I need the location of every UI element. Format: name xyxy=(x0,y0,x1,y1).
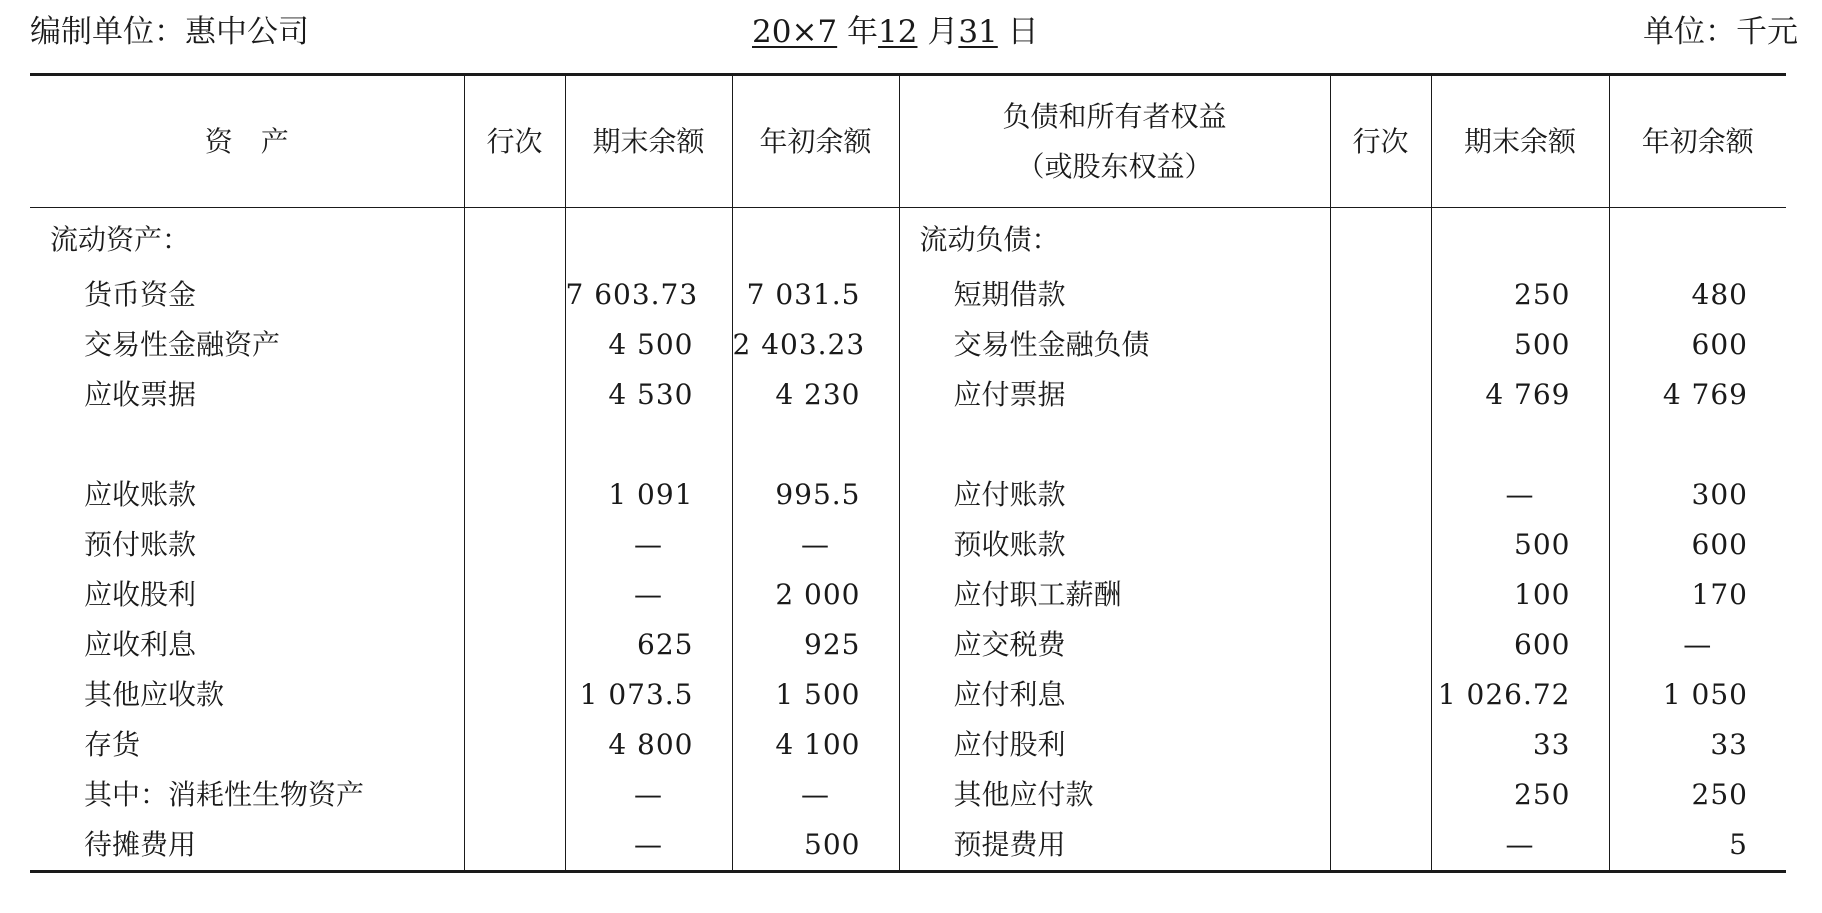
asset-item: 交易性金融资产 xyxy=(84,328,281,361)
asset-begin-balance: 7 031.5 xyxy=(732,270,899,320)
liability-begin-balance: 600 xyxy=(1609,320,1786,370)
liability-line-no xyxy=(1330,320,1431,370)
asset-item: 其中：消耗性生物资产 xyxy=(84,778,365,811)
asset-item: 应收利息 xyxy=(84,628,197,661)
liability-item: 交易性金融负债 xyxy=(899,320,1330,370)
date-year: 20×7 xyxy=(752,14,838,50)
asset-line-no xyxy=(464,820,565,872)
liability-line-no xyxy=(1330,620,1431,670)
liability-item: 应付利息 xyxy=(899,670,1330,720)
table-row xyxy=(30,770,1786,820)
liability-begin-balance: 480 xyxy=(1609,270,1786,320)
report-date xyxy=(752,10,1039,54)
company-name: 惠中公司 xyxy=(185,14,309,50)
asset-item xyxy=(30,420,464,470)
asset-line-no xyxy=(464,270,565,320)
asset-item: 预付账款 xyxy=(84,528,197,561)
table-row xyxy=(30,420,1786,470)
liability-begin-balance: 170 xyxy=(1609,570,1786,620)
asset-end-balance: 4 800 xyxy=(565,720,732,770)
liability-line-no xyxy=(1330,820,1431,872)
date-month-suffix: 月 xyxy=(917,14,959,50)
asset-end-balance xyxy=(565,208,732,271)
asset-line-no xyxy=(464,720,565,770)
asset-begin-balance: 995.5 xyxy=(732,470,899,520)
asset-end-balance: 4 500 xyxy=(565,320,732,370)
liability-end-balance: 100 xyxy=(1431,570,1609,620)
table-row xyxy=(30,520,1786,570)
asset-item: 货币资金 xyxy=(84,278,197,311)
asset-item: 待摊费用 xyxy=(84,828,197,861)
liability-end-balance xyxy=(1431,420,1609,470)
asset-end-balance: 7 603.73 xyxy=(565,270,732,320)
date-day: 31 xyxy=(958,14,998,50)
col-begin-balance-assets: 年初余额 xyxy=(732,75,899,208)
asset-begin-balance: 1 500 xyxy=(732,670,899,720)
table-row xyxy=(30,470,1786,520)
asset-end-balance xyxy=(565,420,732,470)
asset-begin-balance: — xyxy=(732,520,899,570)
asset-end-balance: — xyxy=(565,820,732,872)
table-header-row xyxy=(30,75,1786,208)
asset-item: 其他应收款 xyxy=(84,678,225,711)
liability-begin-balance: — xyxy=(1609,620,1786,670)
liability-item: 短期借款 xyxy=(899,270,1330,320)
table-row xyxy=(30,570,1786,620)
asset-begin-balance: 4 230 xyxy=(732,370,899,420)
table-row xyxy=(30,720,1786,770)
liability-begin-balance: 600 xyxy=(1609,520,1786,570)
liability-begin-balance: 4 769 xyxy=(1609,370,1786,420)
liability-begin-balance: 300 xyxy=(1609,470,1786,520)
asset-line-no xyxy=(464,670,565,720)
liability-end-balance: 1 026.72 xyxy=(1431,670,1609,720)
liability-begin-balance: 5 xyxy=(1609,820,1786,872)
asset-begin-balance xyxy=(732,420,899,470)
asset-end-balance: 1 091 xyxy=(565,470,732,520)
liability-line-no xyxy=(1330,670,1431,720)
asset-line-no xyxy=(464,520,565,570)
asset-begin-balance: 2 000 xyxy=(732,570,899,620)
liability-line-no xyxy=(1330,370,1431,420)
liability-end-balance: — xyxy=(1431,470,1609,520)
asset-item: 应收票据 xyxy=(84,378,197,411)
balance-sheet-table xyxy=(30,73,1786,873)
asset-item: 存货 xyxy=(84,728,141,761)
table-row xyxy=(30,320,1786,370)
liability-line-no xyxy=(1330,570,1431,620)
liability-item: 预收账款 xyxy=(899,520,1330,570)
date-month: 12 xyxy=(878,14,918,50)
asset-end-balance: 1 073.5 xyxy=(565,670,732,720)
asset-begin-balance xyxy=(732,208,899,271)
liability-item: 应交税费 xyxy=(899,620,1330,670)
liability-end-balance: — xyxy=(1431,820,1609,872)
liability-line-no xyxy=(1330,208,1431,271)
asset-line-no xyxy=(464,770,565,820)
liability-end-balance: 500 xyxy=(1431,520,1609,570)
col-liabilities-equity xyxy=(899,75,1330,208)
col-liabilities-line2: （或股东权益） xyxy=(1016,149,1213,183)
col-assets: 资 产 xyxy=(30,75,464,208)
prepared-by-label: 编制单位： xyxy=(30,14,185,50)
liability-item: 其他应付款 xyxy=(899,770,1330,820)
table-row xyxy=(30,820,1786,872)
table-row xyxy=(30,270,1786,320)
asset-end-balance: — xyxy=(565,770,732,820)
liability-line-no xyxy=(1330,720,1431,770)
asset-line-no xyxy=(464,208,565,271)
table-row xyxy=(30,670,1786,720)
table-row xyxy=(30,620,1786,670)
liability-end-balance xyxy=(1431,208,1609,271)
liability-begin-balance xyxy=(1609,208,1786,271)
liability-line-no xyxy=(1330,470,1431,520)
asset-end-balance: — xyxy=(565,520,732,570)
liability-end-balance: 33 xyxy=(1431,720,1609,770)
liability-end-balance: 250 xyxy=(1431,770,1609,820)
liability-end-balance: 250 xyxy=(1431,270,1609,320)
liability-line-no xyxy=(1330,420,1431,470)
liability-line-no xyxy=(1330,770,1431,820)
asset-line-no xyxy=(464,570,565,620)
col-end-balance-assets: 期末余额 xyxy=(565,75,732,208)
prepared-by xyxy=(30,10,309,54)
col-line-no-liabilities: 行次 xyxy=(1330,75,1431,208)
asset-end-balance: 625 xyxy=(565,620,732,670)
table-body xyxy=(30,208,1786,872)
asset-line-no xyxy=(464,420,565,470)
asset-line-no xyxy=(464,370,565,420)
asset-item: 应收股利 xyxy=(84,578,197,611)
currency-unit: 单位：千元 xyxy=(1643,14,1798,50)
liability-line-no xyxy=(1330,270,1431,320)
liability-item: 应付股利 xyxy=(899,720,1330,770)
asset-begin-balance: — xyxy=(732,770,899,820)
asset-item: 应收账款 xyxy=(84,478,197,511)
liability-line-no xyxy=(1330,520,1431,570)
date-day-suffix: 日 xyxy=(997,14,1039,50)
liability-item xyxy=(899,420,1330,470)
liability-end-balance: 600 xyxy=(1431,620,1609,670)
asset-line-no xyxy=(464,470,565,520)
asset-begin-balance: 925 xyxy=(732,620,899,670)
date-year-suffix: 年 xyxy=(837,14,879,50)
liability-end-balance: 4 769 xyxy=(1431,370,1609,420)
col-begin-balance-liabilities: 年初余额 xyxy=(1609,75,1786,208)
liability-begin-balance xyxy=(1609,420,1786,470)
liability-item: 应付票据 xyxy=(899,370,1330,420)
col-line-no-assets: 行次 xyxy=(464,75,565,208)
asset-end-balance: 4 530 xyxy=(565,370,732,420)
liability-begin-balance: 250 xyxy=(1609,770,1786,820)
asset-begin-balance: 500 xyxy=(732,820,899,872)
liability-item: 应付账款 xyxy=(899,470,1330,520)
asset-item: 流动资产： xyxy=(50,223,191,256)
table-row xyxy=(30,208,1786,271)
liability-item: 预提费用 xyxy=(899,820,1330,872)
liability-begin-balance: 33 xyxy=(1609,720,1786,770)
asset-line-no xyxy=(464,620,565,670)
liability-item: 应付职工薪酬 xyxy=(899,570,1330,620)
asset-begin-balance: 4 100 xyxy=(732,720,899,770)
col-end-balance-liabilities: 期末余额 xyxy=(1431,75,1609,208)
liability-item: 流动负债： xyxy=(899,208,1330,271)
table-row xyxy=(30,370,1786,420)
col-liabilities-line1: 负债和所有者权益 xyxy=(1002,99,1227,133)
asset-end-balance: — xyxy=(565,570,732,620)
asset-begin-balance: 2 403.23 xyxy=(732,320,899,370)
liability-begin-balance: 1 050 xyxy=(1609,670,1786,720)
liability-end-balance: 500 xyxy=(1431,320,1609,370)
asset-line-no xyxy=(464,320,565,370)
